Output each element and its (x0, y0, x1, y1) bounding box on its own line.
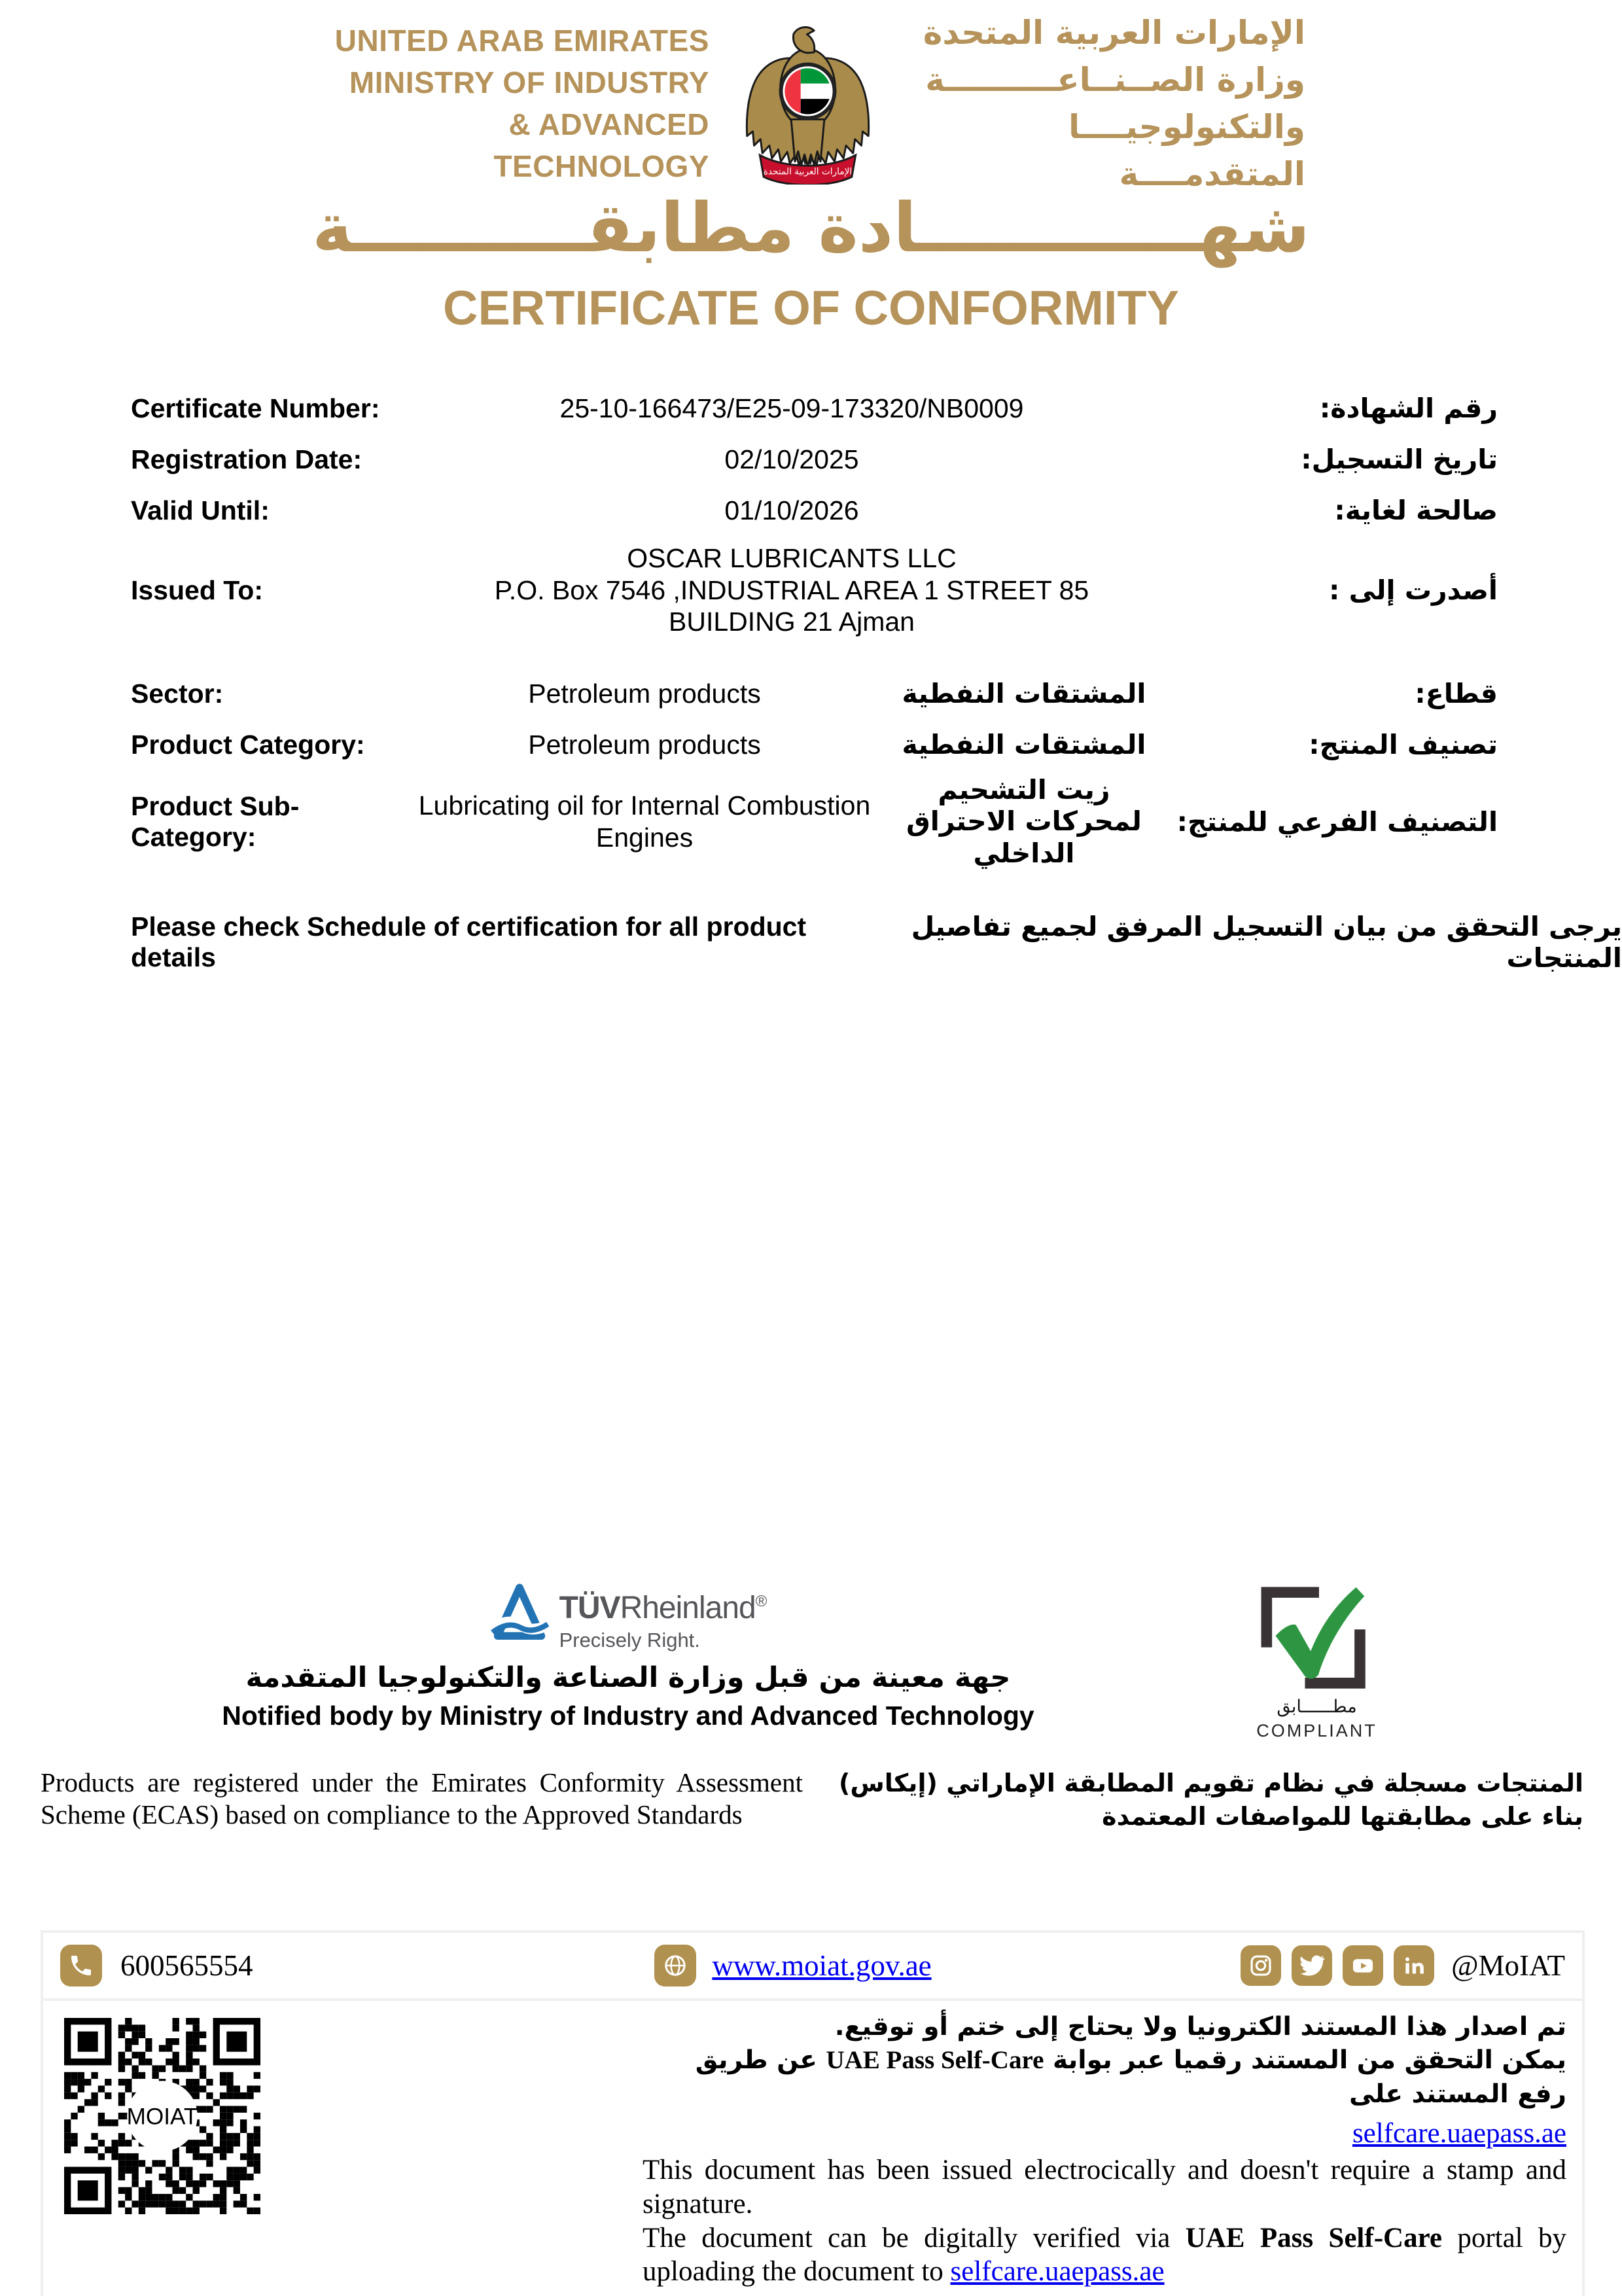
product-category-label-ar: تصنيف المنتج: (1309, 729, 1498, 760)
verification-ar-line2: يمكن التحقق من المستند رقميا عبر بوابة UAE Pass Self-Care عن طريق رفع المستند على (695, 2045, 1566, 2109)
product-sub-category-value-ar: زيت التشحيم لمحركات الاحتراق الداخلي (906, 774, 1142, 869)
ministry-en-line2: MINISTRY OF INDUSTRY (349, 65, 709, 99)
ministry-en-line3: & ADVANCED TECHNOLOGY (493, 107, 709, 183)
sector-label-en: Sector: (131, 678, 224, 709)
linkedin-icon[interactable] (1394, 1945, 1434, 1986)
falcon-head (793, 27, 814, 53)
schedule-note-ar: يرجى التحقق من بيان التسجيل المرفق لجميع تفاصيل المنتجات (911, 911, 1622, 974)
certificate-title-arabic: شهــــــــــــادة مطابقــــــــــة (312, 188, 1310, 268)
row-product-sub-category (131, 774, 1498, 869)
row-product-category (131, 719, 1498, 770)
tuv-tagline: Precisely Right. (559, 1629, 700, 1651)
product-sub-category-value-en: Lubricating oil for Internal Combustion Engines (418, 790, 871, 853)
uae-pass-selfcare-ar: UAE Pass Self-Care (826, 2046, 1044, 2075)
certificate-number-label-en: Certificate Number: (131, 393, 380, 423)
certificate-number-value: 25-10-166473/E25-09-173320/NB0009 (559, 393, 1024, 423)
verification-en-par1: This document has been issued electrocically and doesn't require a stamp and signature. (643, 2155, 1566, 2219)
valid-until-value: 01/10/2026 (724, 495, 859, 525)
issued-to-address1: P.O. Box 7546 ,INDUSTRIAL AREA 1 STREET 85 (494, 574, 1089, 605)
compliant-label-en: COMPLIANT (1256, 1721, 1377, 1740)
falcon-tail (791, 119, 824, 166)
compliant-checkmark-icon (1256, 1582, 1379, 1692)
notified-body-block (203, 1581, 1053, 1731)
contact-bar (43, 1933, 1582, 2001)
ministry-ar-line3: والتكنولوجيــــا المتقدمــــة (1068, 108, 1305, 193)
row-valid-until (131, 485, 1498, 536)
row-issued-to (131, 541, 1498, 639)
footer (41, 1930, 1585, 2296)
tuv-name-rest: Rheinland (620, 1591, 756, 1625)
verification-en-par2: The document can be digitally verified via UAE Pass Self-Care portal by uploading the document to selfcare.uaepass.ae (643, 2222, 1566, 2287)
tuv-wordmark (559, 1581, 767, 1652)
selfcare-link-line (643, 2117, 1566, 2149)
compliant-label-ar: مطــــــابق (1277, 1697, 1357, 1717)
issued-to-company: OSCAR LUBRICANTS LLC (627, 543, 957, 574)
emblem-banner-text: الإمارات العربية المتحدة (763, 166, 853, 177)
phone-group (60, 1945, 427, 1987)
website-link[interactable]: www.moiat.gov.ae (712, 1949, 932, 1982)
verification-text (643, 2010, 1566, 2289)
ministry-en-line1: UNITED ARAB EMIRATES (334, 24, 709, 58)
sector-value-en: Petroleum products (528, 678, 761, 709)
ecas-statement-en: Products are registered under the Emirates Conformity Assessment Scheme (ECAS) based on compliance to the Approved Standards (41, 1767, 803, 1830)
qr-code (64, 2018, 260, 2214)
uae-pass-selfcare-en: UAE Pass Self-Care (1185, 2222, 1442, 2253)
verification-arabic (643, 2010, 1566, 2111)
ministry-name-arabic (906, 9, 1305, 198)
row-sector (131, 668, 1498, 719)
certificate-details (131, 383, 1498, 869)
certificate-title-english: CERTIFICATE OF CONFORMITY (443, 281, 1179, 335)
issued-to-label-en: Issued To: (131, 574, 263, 605)
ministry-ar-line2: وزارة الصــنــاعــــــــــة (925, 61, 1305, 99)
social-group (1159, 1945, 1565, 1986)
schedule-note-en: Please check Schedule of certification for all product details (131, 911, 807, 972)
tuv-triangle-icon (490, 1581, 549, 1646)
product-category-value-en: Petroleum products (528, 729, 761, 760)
product-sub-category-label-en: Product Sub-Category: (131, 790, 300, 852)
ecas-statement-ar: المنتجات مسجلة في نظام تقويم المطابقة الإماراتي (إيكاس) بناء على مطابقتها للمواصفات المعتمدة (839, 1769, 1583, 1831)
uae-falcon-emblem (741, 22, 875, 185)
valid-until-label-en: Valid Until: (131, 495, 270, 525)
qr-label: MOIAT (126, 2104, 198, 2130)
globe-icon (654, 1945, 696, 1987)
youtube-icon[interactable] (1343, 1945, 1383, 1986)
instagram-icon[interactable] (1241, 1945, 1281, 1986)
row-registration-date (131, 434, 1498, 485)
website-group (427, 1945, 1159, 1987)
social-handle: @MoIAT (1451, 1949, 1565, 1982)
notified-body-arabic: جهة معينة من قبل وزارة الصناعة والتكنولوجيا المتقدمة (245, 1661, 1011, 1694)
product-sub-category-label-ar: التصنيف الفرعي للمنتج: (1176, 805, 1498, 838)
phone-icon (60, 1945, 102, 1987)
issued-to-address2: BUILDING 21 Ajman (669, 607, 915, 637)
ministry-name-english (317, 20, 709, 187)
selfcare-link-english-side[interactable]: selfcare.uaepass.ae (950, 2256, 1165, 2287)
ministry-ar-line1: الإمارات العربية المتحدة (923, 14, 1305, 52)
registration-date-value: 02/10/2025 (724, 444, 859, 474)
registration-date-label-ar: تاريخ التسجيل: (1301, 444, 1498, 475)
twitter-icon[interactable] (1292, 1945, 1332, 1986)
sector-value-ar: المشتقات النفطية (902, 678, 1146, 709)
row-certificate-number (131, 383, 1498, 434)
phone-number: 600565554 (120, 1949, 253, 1982)
government-header (0, 9, 1622, 198)
ecas-statement (41, 1767, 1583, 1834)
schedule-note (131, 911, 1622, 974)
product-category-value-ar: المشتقات النفطية (902, 729, 1146, 760)
registered-mark: ® (755, 1593, 767, 1610)
sector-label-ar: قطاع: (1415, 678, 1498, 709)
selfcare-link-arabic-side[interactable]: selfcare.uaepass.ae (1352, 2118, 1566, 2149)
notified-body-english: Notified body by Ministry of Industry and Advanced Technology (222, 1701, 1034, 1731)
registration-date-label-en: Registration Date: (131, 444, 362, 474)
issued-to-value (412, 542, 1171, 637)
compliant-mark (1233, 1582, 1400, 1741)
tuv-rheinland-logo (490, 1581, 767, 1652)
issued-to-label-ar: أصدرت إلى : (1328, 574, 1498, 606)
valid-until-label-ar: صالحة لغاية: (1334, 495, 1498, 526)
product-category-label-en: Product Category: (131, 729, 365, 760)
verification-section (43, 2001, 1582, 2296)
verification-ar-line1: تم اصدار هذا المستند الكترونيا ولا يحتاج إلى ختم أو توقيع. (834, 2012, 1566, 2041)
tuv-name-bold: TÜV (559, 1591, 620, 1625)
certificate-number-label-ar: رقم الشهادة: (1319, 393, 1498, 424)
